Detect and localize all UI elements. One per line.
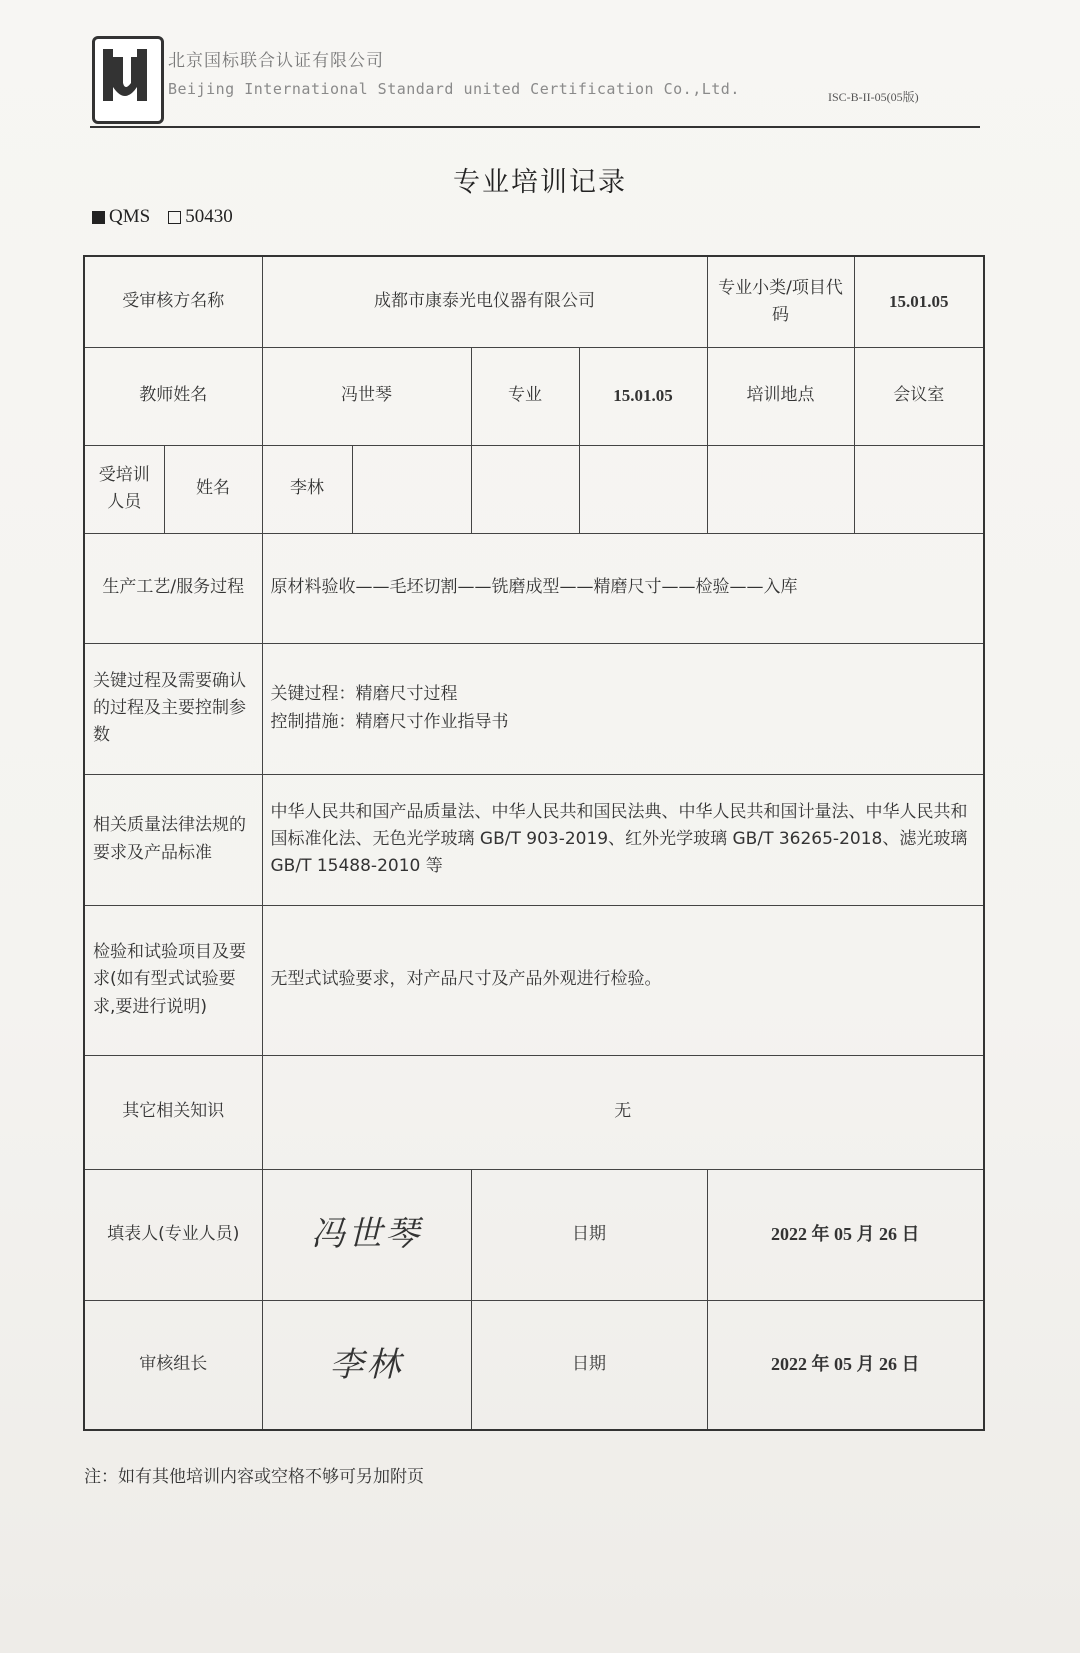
code-value: 15.01.05 [854,256,984,347]
header-divider [90,126,980,128]
trainee-blank [471,445,579,533]
filler-signature-text: 冯世琴 [311,1214,422,1255]
filler-signature [262,1169,471,1300]
process-value: 原材料验收——毛坯切割——铣磨成型——精磨尺寸——检验——入库 [262,533,984,643]
auditee-value: 成都市康泰光电仪器有限公司 [262,256,707,347]
specialty-label: 专业 [471,347,579,445]
other-knowledge-label: 其它相关知识 [84,1055,262,1169]
table-row [84,643,984,774]
laws-label: 相关质量法律法规的要求及产品标准 [84,774,262,905]
qms-label: QMS [109,206,151,227]
trainee-label: 受培训人员 [84,445,164,533]
auditee-label: 受审核方名称 [84,256,262,347]
trainee-blank [579,445,707,533]
control-measure-line: 控制措施：精磨尺寸作业指导书 [270,711,509,732]
table-row [84,905,984,1055]
company-name-cn: 北京国标联合认证有限公司 [168,51,384,71]
location-label: 培训地点 [707,347,854,445]
inspection-label: 检验和试验项目及要求(如有型式试验要求,要进行说明) [84,905,262,1055]
leader-date: 2022 年 05 月 26 日 [707,1300,984,1430]
leader-label: 审核组长 [84,1300,262,1430]
footnote: 注：如有其他培训内容或空格不够可另加附页 [84,1467,424,1487]
key-process-value [262,643,984,774]
name-label: 姓名 [164,445,262,533]
laws-value: 中华人民共和国产品质量法、中华人民共和国民法典、中华人民共和国计量法、中华人民共和国标准化法、无色光学玻璃 GB/T 903-2019、红外光学玻璃 GB/T 36265-2018、滤光玻璃 GB/T 15488-2010 等 [262,774,984,905]
trainee-blank [707,445,854,533]
process-label: 生产工艺/服务过程 [84,533,262,643]
key-process-line: 关键过程：精磨尺寸过程 [270,684,458,705]
table-row [84,347,984,445]
location-value: 会议室 [854,347,984,445]
other-knowledge-value: 无 [262,1055,984,1169]
page-title: 专业培训记录 [453,167,627,198]
filler-label: 填表人(专业人员) [84,1169,262,1300]
trainee-blank [854,445,984,533]
filler-date-label: 日期 [471,1169,707,1300]
logo-mark-icon [95,39,155,115]
other-scheme-label: 50430 [185,206,233,227]
company-logo [92,36,164,124]
code-label: 专业小类/项目代码 [707,256,854,347]
leader-date-label: 日期 [471,1300,707,1430]
trainee-blank [352,445,471,533]
leader-signature [262,1300,471,1430]
filler-date: 2022 年 05 月 26 日 [707,1169,984,1300]
key-process-label: 关键过程及需要确认的过程及主要控制参数 [84,643,262,774]
scheme-selector [92,206,233,228]
inspection-value: 无型式试验要求，对产品尺寸及产品外观进行检验。 [262,905,984,1055]
company-name-en: Beijing International Standard united Certification Co.,Ltd. [168,80,740,98]
other-scheme-checkbox[interactable] [168,211,181,224]
table-row [84,533,984,643]
table-row [84,1300,984,1430]
document-code: ISC-B-II-05(05版) [828,90,919,104]
trainee-value: 李林 [262,445,352,533]
specialty-value: 15.01.05 [579,347,707,445]
leader-signature-text: 李林 [329,1344,404,1385]
table-row [84,445,984,533]
table-row [84,256,984,347]
table-row [84,1055,984,1169]
table-row [84,774,984,905]
training-record-table [83,255,985,1431]
table-row [84,1169,984,1300]
teacher-label: 教师姓名 [84,347,262,445]
qms-checkbox[interactable] [92,211,105,224]
teacher-value: 冯世琴 [262,347,471,445]
